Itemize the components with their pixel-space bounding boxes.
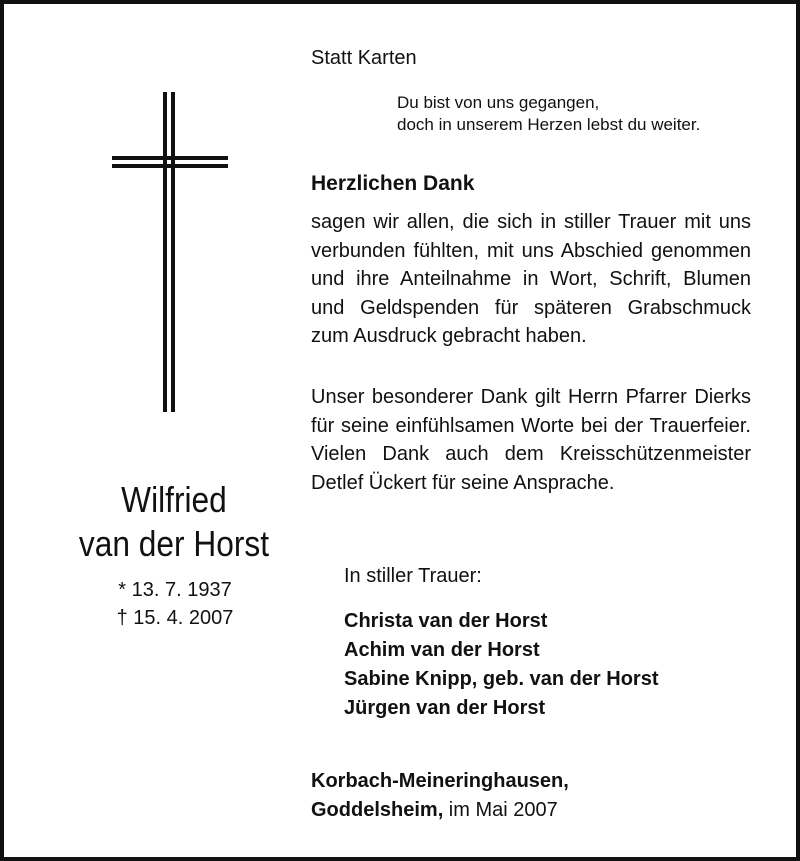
motto <box>397 92 700 136</box>
mourners-label: In stiller Trauer: <box>344 565 482 587</box>
location-date <box>311 767 569 825</box>
location-place-2: Goddelsheim, <box>311 799 444 821</box>
header-note: Statt Karten <box>311 47 417 69</box>
deceased-last-name: van der Horst <box>78 523 270 564</box>
birth-date: * 13. 7. 1937 <box>118 579 232 601</box>
deceased-first-name: Wilfried <box>121 479 227 520</box>
location-line-1: Korbach-Meineringhausen, <box>311 770 569 792</box>
deceased-name <box>61 478 286 566</box>
mourners-list <box>344 607 659 723</box>
mourner-name: Achim van der Horst <box>344 639 540 661</box>
mourner-name: Christa van der Horst <box>344 610 548 632</box>
death-date: † 15. 4. 2007 <box>116 607 234 629</box>
thanks-paragraph-2: Unser besonderer Dank gilt Herrn Pfarrer Dierks für seine einfühlsamen Worte bei der Trauerfeier. Vielen Dank auch dem Kreisschützenmeister Detlef Ückert für seine Ansprache. <box>311 386 751 494</box>
motto-line-2: doch in unserem Herzen lebst du weiter. <box>397 115 701 134</box>
thanks-heading: Herzlichen Dank <box>311 172 475 195</box>
thanks-paragraph-1: sagen wir allen, die sich in stiller Trauer mit uns verbunden fühlten, mit uns Abschied genommen und ihre Anteilnahme in Wort, Schrift, Blumen und Geldspenden für späteren Grabschmuck zum Ausdruck gebracht haben. <box>311 211 751 347</box>
cross-icon <box>112 92 228 412</box>
mourner-name: Jürgen van der Horst <box>344 697 546 719</box>
mourner-name: Sabine Knipp, geb. van der Horst <box>344 668 659 690</box>
life-dates <box>66 576 284 632</box>
notice-date: im Mai 2007 <box>443 799 558 821</box>
motto-line-1: Du bist von uns gegangen, <box>397 93 600 112</box>
location-line-2 <box>311 796 569 825</box>
